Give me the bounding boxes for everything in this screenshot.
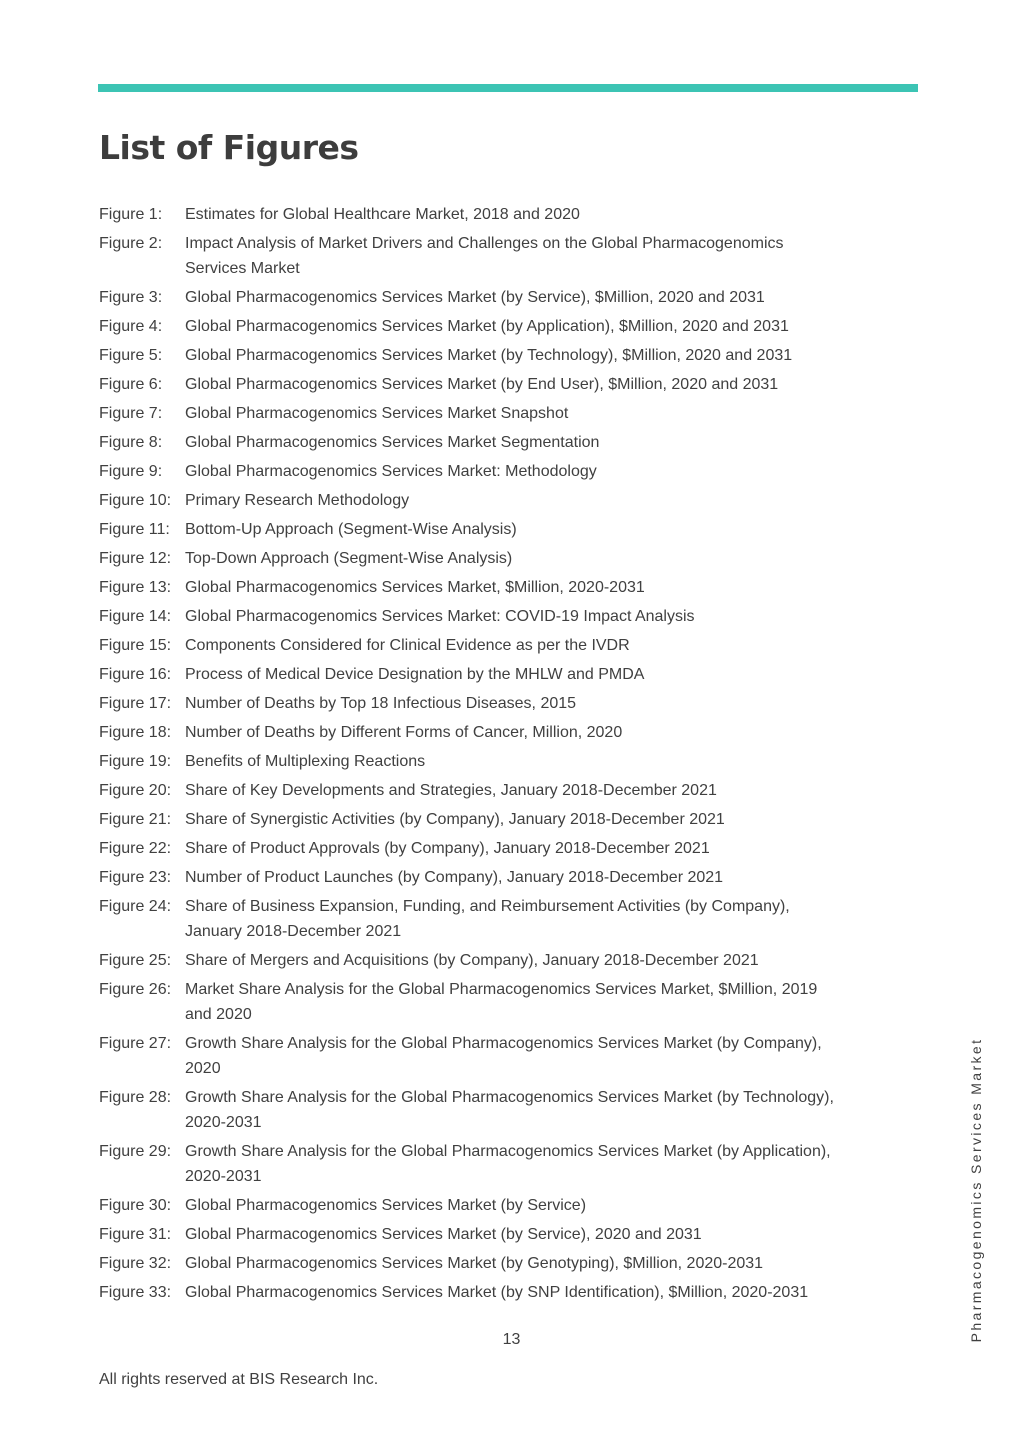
figure-title: Growth Share Analysis for the Global Pharmacogenomics Services Market (by Application), 2020-2031: [185, 1143, 831, 1185]
header-accent-rule: [98, 84, 918, 92]
figure-title: Growth Share Analysis for the Global Pharmacogenomics Services Market (by Technology), 2020-2031: [185, 1089, 834, 1131]
figure-title: Primary Research Methodology: [185, 492, 410, 509]
figure-label: Figure 25:: [99, 952, 172, 969]
figure-entry[interactable]: [99, 977, 899, 1027]
figure-title: Impact Analysis of Market Drivers and Challenges on the Global Pharmacogenomics Services Market: [185, 235, 784, 277]
figure-label: Figure 23:: [99, 869, 172, 886]
figure-entry[interactable]: [99, 633, 899, 658]
figure-title: Global Pharmacogenomics Services Market, $Million, 2020-2031: [185, 579, 645, 596]
figure-title: Share of Mergers and Acquisitions (by Company), January 2018-December 2021: [185, 952, 759, 969]
figure-entry[interactable]: [99, 1031, 899, 1081]
figure-title: Number of Deaths by Top 18 Infectious Diseases, 2015: [185, 695, 577, 712]
figure-entry[interactable]: [99, 575, 899, 600]
figure-title: Estimates for Global Healthcare Market, 2018 and 2020: [185, 206, 580, 223]
figure-entry[interactable]: [99, 372, 899, 397]
figure-label: Figure 15:: [99, 637, 172, 654]
figure-entry[interactable]: [99, 231, 899, 281]
figure-label: Figure 14:: [99, 608, 172, 625]
figure-label: Figure 19:: [99, 753, 172, 770]
figure-title: Global Pharmacogenomics Services Market (by Service), $Million, 2020 and 2031: [185, 289, 765, 306]
figure-label: Figure 16:: [99, 666, 172, 683]
figure-title: Top-Down Approach (Segment-Wise Analysis): [185, 550, 513, 567]
figure-label: Figure 30:: [99, 1197, 172, 1214]
figure-label: Figure 33:: [99, 1284, 172, 1301]
figure-entry[interactable]: [99, 948, 899, 973]
figure-label: Figure 22:: [99, 840, 172, 857]
figure-label: Figure 2:: [99, 235, 163, 252]
figure-entry[interactable]: [99, 202, 899, 227]
figure-label: Figure 13:: [99, 579, 172, 596]
figure-title: Share of Product Approvals (by Company), January 2018-December 2021: [185, 840, 710, 857]
figure-entry[interactable]: [99, 459, 899, 484]
figure-entry[interactable]: [99, 1139, 899, 1189]
figure-entry[interactable]: [99, 488, 899, 513]
figure-entry[interactable]: [99, 1193, 899, 1218]
figure-title: Global Pharmacogenomics Services Market Snapshot: [185, 405, 569, 422]
figure-title: Share of Synergistic Activities (by Company), January 2018-December 2021: [185, 811, 725, 828]
figure-title: Number of Product Launches (by Company), January 2018-December 2021: [185, 869, 724, 886]
figure-label: Figure 18:: [99, 724, 172, 741]
figure-entry[interactable]: [99, 778, 899, 803]
figure-label: Figure 20:: [99, 782, 172, 799]
figure-entry[interactable]: [99, 749, 899, 774]
figure-label: Figure 27:: [99, 1035, 172, 1052]
figure-label: Figure 4:: [99, 318, 163, 335]
figure-entry[interactable]: [99, 720, 899, 745]
figure-label: Figure 26:: [99, 981, 172, 998]
figure-entry[interactable]: [99, 401, 899, 426]
page-number: 13: [502, 1331, 521, 1348]
figure-title: Global Pharmacogenomics Services Market (by Genotyping), $Million, 2020-2031: [185, 1255, 764, 1272]
figure-title: Share of Key Developments and Strategies, January 2018-December 2021: [185, 782, 717, 799]
figure-label: Figure 17:: [99, 695, 172, 712]
figure-entry[interactable]: [99, 662, 899, 687]
figure-label: Figure 7:: [99, 405, 163, 422]
figure-title: Share of Business Expansion, Funding, and Reimbursement Activities (by Company), January 2018-December 2021: [185, 898, 790, 940]
side-running-title: Pharmacogenomics Services Market: [968, 1037, 984, 1343]
footer-copyright: All rights reserved at BIS Research Inc.: [99, 1371, 379, 1388]
figure-title: Number of Deaths by Different Forms of Cancer, Million, 2020: [185, 724, 623, 741]
figure-label: Figure 29:: [99, 1143, 172, 1160]
figure-title: Bottom-Up Approach (Segment-Wise Analysis): [185, 521, 517, 538]
figure-label: Figure 11:: [99, 521, 170, 538]
figure-entry[interactable]: [99, 314, 899, 339]
figure-entry[interactable]: [99, 691, 899, 716]
figure-title: Growth Share Analysis for the Global Pharmacogenomics Services Market (by Company), 2020: [185, 1035, 822, 1077]
figure-entry[interactable]: [99, 343, 899, 368]
figure-entry[interactable]: [99, 517, 899, 542]
figure-title: Benefits of Multiplexing Reactions: [185, 753, 426, 770]
figure-label: Figure 1:: [99, 206, 163, 223]
figure-list: [99, 202, 899, 1309]
figure-title: Global Pharmacogenomics Services Market (by End User), $Million, 2020 and 2031: [185, 376, 779, 393]
figure-title: Global Pharmacogenomics Services Market: Methodology: [185, 463, 597, 480]
figure-entry[interactable]: [99, 604, 899, 629]
figure-label: Figure 21:: [99, 811, 172, 828]
figure-entry[interactable]: [99, 546, 899, 571]
figure-entry[interactable]: [99, 807, 899, 832]
figure-title: Global Pharmacogenomics Services Market (by Service), 2020 and 2031: [185, 1226, 702, 1243]
page-title: List of Figures: [99, 128, 359, 167]
figure-entry[interactable]: [99, 1251, 899, 1276]
figure-title: Global Pharmacogenomics Services Market Segmentation: [185, 434, 600, 451]
figure-label: Figure 6:: [99, 376, 163, 393]
figure-label: Figure 10:: [99, 492, 172, 509]
figure-entry[interactable]: [99, 1085, 899, 1135]
figure-label: Figure 9:: [99, 463, 163, 480]
figure-title: Global Pharmacogenomics Services Market (by Application), $Million, 2020 and 2031: [185, 318, 789, 335]
figure-title: Process of Medical Device Designation by the MHLW and PMDA: [185, 666, 645, 683]
figure-entry[interactable]: [99, 836, 899, 861]
figure-entry[interactable]: [99, 865, 899, 890]
figure-entry[interactable]: [99, 1280, 899, 1305]
figure-title: Market Share Analysis for the Global Pharmacogenomics Services Market, $Million, 2019 and 2020: [185, 981, 818, 1023]
figure-title: Global Pharmacogenomics Services Market (by SNP Identification), $Million, 2020-2031: [185, 1284, 809, 1301]
figure-entry[interactable]: [99, 430, 899, 455]
figure-entry[interactable]: [99, 894, 899, 944]
figure-entry[interactable]: [99, 1222, 899, 1247]
figure-label: Figure 8:: [99, 434, 163, 451]
figure-title: Global Pharmacogenomics Services Market (by Technology), $Million, 2020 and 2031: [185, 347, 793, 364]
figure-label: Figure 28:: [99, 1089, 172, 1106]
figure-title: Components Considered for Clinical Evidence as per the IVDR: [185, 637, 630, 654]
figure-title: Global Pharmacogenomics Services Market: COVID-19 Impact Analysis: [185, 608, 695, 625]
figure-label: Figure 31:: [99, 1226, 172, 1243]
figure-label: Figure 24:: [99, 898, 172, 915]
figure-title: Global Pharmacogenomics Services Market (by Service): [185, 1197, 587, 1214]
figure-label: Figure 12:: [99, 550, 172, 567]
figure-entry[interactable]: [99, 285, 899, 310]
figure-label: Figure 5:: [99, 347, 163, 364]
figure-label: Figure 32:: [99, 1255, 172, 1272]
figure-label: Figure 3:: [99, 289, 163, 306]
